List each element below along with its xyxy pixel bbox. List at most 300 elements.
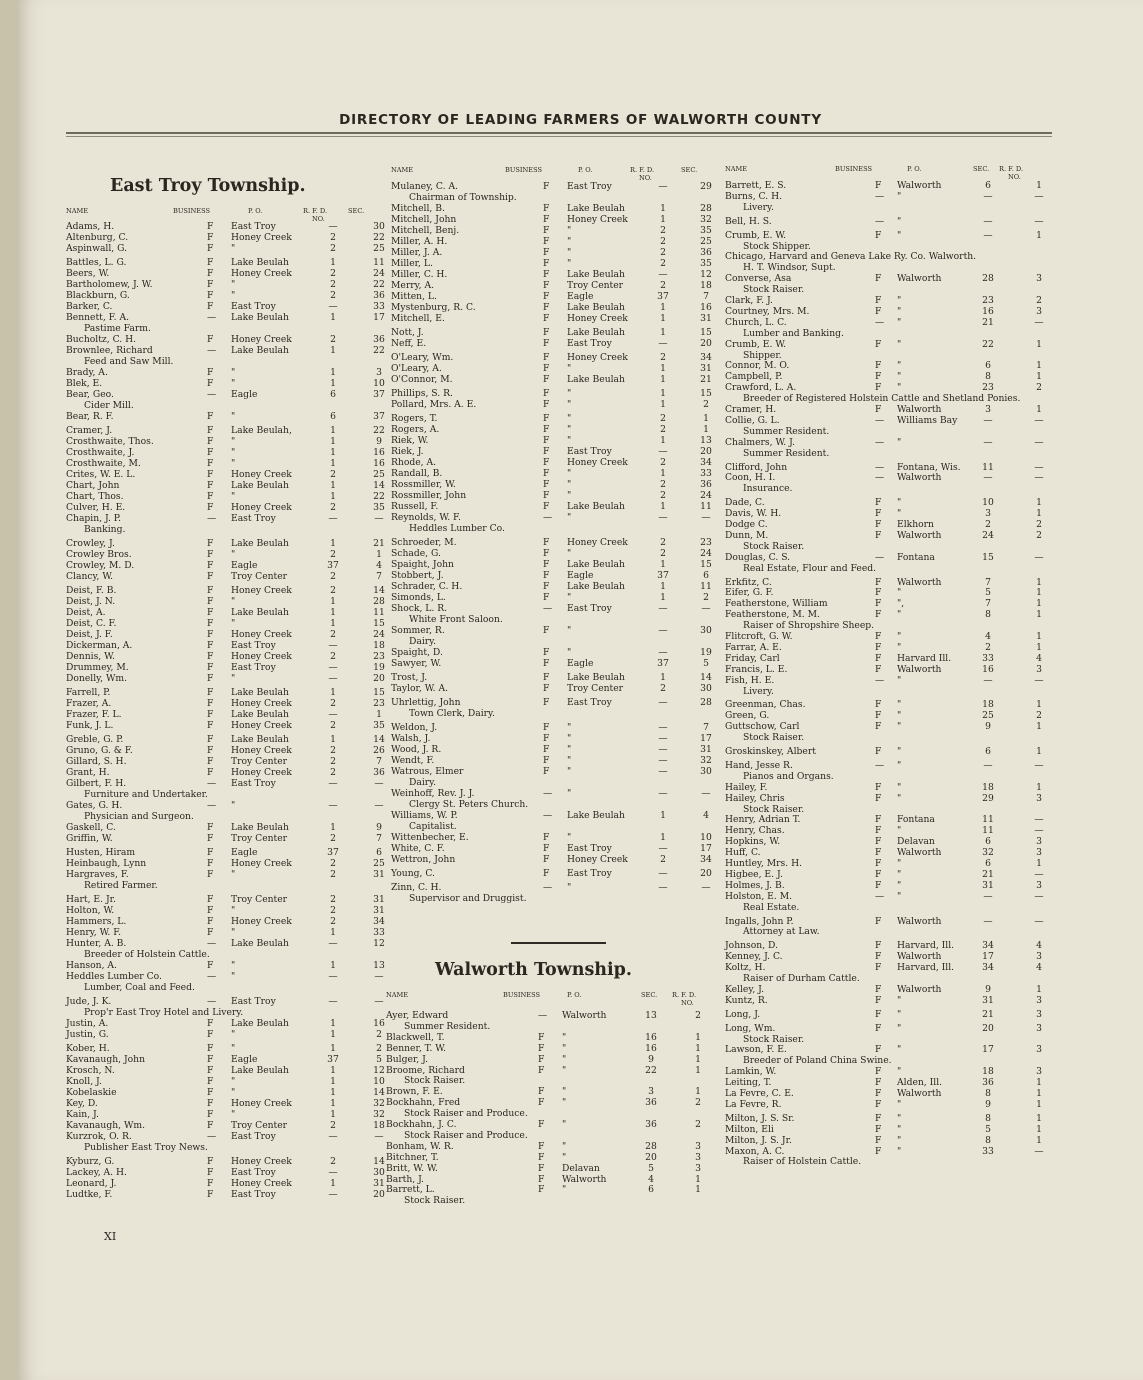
entry-rfd: 1 <box>695 1053 701 1065</box>
directory-entry <box>66 618 385 629</box>
entry-business: F <box>207 480 214 491</box>
entry-business: F <box>875 295 882 306</box>
entry-name: Kelley, J. <box>725 983 765 995</box>
entry-rfd: 2 <box>330 1156 336 1167</box>
entry-po: " <box>567 424 572 435</box>
entry-rfd: — <box>658 755 668 766</box>
entry-business: F <box>543 592 550 603</box>
entry-name: Huntley, Mrs. H. <box>725 858 803 869</box>
column-header-sec: SEC. <box>641 991 658 999</box>
entry-po: East Troy <box>567 697 612 708</box>
entry-rfd: 2 <box>1036 529 1042 541</box>
entry-business: F <box>875 710 882 722</box>
page-title: DIRECTORY OF LEADING FARMERS OF WALWORTH COUNTY <box>339 112 822 128</box>
entry-name: O'Leary, A. <box>391 363 442 374</box>
entry-business: F <box>875 1098 882 1110</box>
entry-po: Lake Beulah <box>567 203 625 214</box>
entry-name: Hart, E. Jr. <box>66 894 116 905</box>
entry-sec: 1 <box>376 709 382 720</box>
entry-name: Milton, Eli <box>725 1123 774 1135</box>
entry-sec: 6 <box>703 570 709 581</box>
entry-sec: 1 <box>376 549 382 560</box>
directory-entry <box>391 868 716 879</box>
entry-note: Cider Mill. <box>84 400 134 411</box>
directory-entry <box>66 585 385 596</box>
directory-entry <box>391 399 716 410</box>
entry-business: F <box>875 792 882 804</box>
entry-business: F <box>543 722 550 733</box>
entry-po: " <box>562 1053 567 1065</box>
entry-rfd: 1 <box>660 672 666 683</box>
column-header-sec: SEC. <box>973 165 990 173</box>
entry-po: " <box>567 625 572 636</box>
entry-sec: 18 <box>982 1066 994 1078</box>
entry-business: F <box>543 832 550 843</box>
entry-business: F <box>543 672 550 683</box>
entry-name: Husten, Hiram <box>66 847 136 858</box>
entry-sec: 10 <box>373 1076 385 1087</box>
entry-name: Crosthwaite, J. <box>66 447 135 458</box>
entry-name: Mulaney, C. A. <box>391 181 459 192</box>
directory-entry <box>66 571 382 582</box>
entry-name: Chart, Thos. <box>66 491 124 502</box>
entry-business: F <box>543 625 550 636</box>
entry-rfd: — <box>658 766 668 777</box>
entry-po: Honey Creek <box>231 232 292 243</box>
entry-po: " <box>897 338 902 350</box>
entry-business: F <box>543 501 550 512</box>
entry-po: Honey Creek <box>231 629 292 640</box>
entry-rfd: 1 <box>1036 1134 1042 1146</box>
entry-business: F <box>207 301 214 312</box>
entry-sec: 9 <box>985 983 991 995</box>
entry-rfd: — <box>328 1131 338 1142</box>
entry-name: Henry, Adrian T. <box>725 814 801 826</box>
entry-name: Courtney, Mrs. M. <box>725 305 810 317</box>
entry-rfd: 1 <box>1036 721 1042 733</box>
directory-entry <box>391 479 716 490</box>
entry-business: F <box>543 424 550 435</box>
entry-name: Frazer, F. L. <box>66 709 122 720</box>
entry-sec: 7 <box>985 598 991 610</box>
entry-name: Cramer, J. <box>66 425 113 436</box>
entry-rfd: — <box>1034 915 1044 927</box>
entry-po: " <box>897 721 902 733</box>
entry-name: Wittenbecher, E. <box>391 832 469 843</box>
directory-entry <box>725 360 1065 371</box>
entry-business: F <box>875 1044 882 1056</box>
entry-name: Hammers, L. <box>66 916 127 927</box>
entry-rfd: 1 <box>330 960 336 971</box>
directory-entry <box>391 291 716 302</box>
entry-rfd: 1 <box>1036 576 1042 588</box>
directory-entry <box>66 767 385 778</box>
entry-rfd: 1 <box>1036 180 1042 191</box>
entry-business: F <box>207 905 214 916</box>
entry-sec: 11 <box>982 461 994 473</box>
entry-po: Honey Creek <box>231 720 292 731</box>
entry-po: Troy Center <box>567 683 624 694</box>
entry-rfd: 2 <box>330 833 336 844</box>
entry-rfd: 1 <box>330 1018 336 1029</box>
entry-business: F <box>207 847 214 858</box>
entry-business: F <box>543 683 550 694</box>
directory-entry <box>66 734 385 745</box>
entry-sec: — <box>701 512 711 523</box>
entry-note: Raiser of Holstein Cattle. <box>743 1156 862 1168</box>
directory-entry <box>386 1086 716 1097</box>
entry-sec: 22 <box>373 232 385 243</box>
entry-rfd: 1 <box>330 618 336 629</box>
entry-name: Watrous, Elmer <box>391 766 464 777</box>
entry-business: F <box>543 435 550 446</box>
entry-business: — <box>875 759 885 771</box>
entry-business: F <box>538 1086 545 1098</box>
entry-po: " <box>231 869 236 880</box>
entry-sec: 24 <box>982 529 994 541</box>
entry-business: F <box>543 490 550 501</box>
entry-sec: 22 <box>373 345 385 356</box>
entry-business: F <box>875 994 882 1006</box>
column-header-rfd: R. F. D. <box>999 165 1024 173</box>
entry-business: F <box>207 268 214 279</box>
entry-business: F <box>543 338 550 349</box>
entry-name: Flitcroft, G. W. <box>725 631 793 642</box>
entry-rfd: 3 <box>1036 1022 1042 1034</box>
entry-po: " <box>231 549 236 560</box>
entry-name: Chart, John <box>66 480 120 491</box>
entry-name: Deist, J. N. <box>66 596 116 607</box>
entry-po: " <box>897 587 902 599</box>
entry-name: Bockhahn, J. C. <box>386 1119 457 1130</box>
directory-entry <box>725 609 1065 620</box>
entry-sec: 16 <box>373 447 385 458</box>
entry-rfd: — <box>658 512 668 523</box>
entry-rfd: 1 <box>660 214 666 225</box>
entry-name: Beers, W. <box>66 268 110 279</box>
entry-rfd: — <box>1034 814 1044 826</box>
entry-business: F <box>543 697 550 708</box>
entry-sec: 21 <box>700 374 712 385</box>
entry-rfd: 3 <box>1036 1044 1042 1056</box>
directory-entry <box>391 501 716 512</box>
entry-business: F <box>875 1112 882 1124</box>
entry-rfd: — <box>1034 825 1044 837</box>
entry-business: F <box>875 576 882 588</box>
entry-business: F <box>875 273 882 285</box>
entry-sec: 31 <box>373 905 385 916</box>
entry-name: Greble, G. P. <box>66 734 124 745</box>
entry-name: Knoll, J. <box>66 1076 102 1087</box>
entry-po: " <box>231 1043 236 1054</box>
entry-name: Phillips, S. R. <box>391 388 453 399</box>
entry-sec: 25 <box>373 858 385 869</box>
entry-rfd: 3 <box>1036 305 1042 317</box>
directory-entry <box>725 891 1065 902</box>
directory-entry <box>725 1135 1065 1146</box>
column-header-po: P. O. <box>567 991 582 999</box>
entry-rfd: 3 <box>695 1140 701 1152</box>
entry-name: Lamkin, W. <box>725 1066 777 1078</box>
entry-name: Gruno, G. & F. <box>66 745 133 756</box>
entry-business: F <box>538 1151 545 1163</box>
entry-po: " <box>231 1076 236 1087</box>
directory-entry <box>66 894 385 905</box>
directory-entry <box>66 629 385 640</box>
entry-po: " <box>567 468 572 479</box>
entry-rfd: 2 <box>330 502 336 513</box>
entry-name: Davis, W. H. <box>725 508 782 520</box>
directory-entry <box>725 721 1065 732</box>
entry-sec: 36 <box>373 290 385 301</box>
directory-entry <box>725 1077 1065 1088</box>
directory-entry <box>66 1178 385 1189</box>
entry-rfd: 1 <box>1036 598 1042 610</box>
directory-entry <box>725 1066 1065 1077</box>
entry-sec: 31 <box>700 313 712 324</box>
directory-entry <box>66 1029 382 1040</box>
entry-name: Rossmiller, John <box>391 490 467 501</box>
entry-po: Troy Center <box>231 1120 288 1131</box>
entry-note: Stock Shipper. <box>743 240 811 252</box>
entry-name: Sawyer, W. <box>391 658 442 669</box>
entry-business: F <box>875 951 882 963</box>
entry-rfd: 4 <box>1036 652 1042 664</box>
directory-entry <box>391 313 716 324</box>
entry-business: F <box>543 868 550 879</box>
entry-note: Stock Raiser. <box>743 732 805 744</box>
entry-sec: 1 <box>703 413 709 424</box>
directory-entry <box>66 232 385 243</box>
entry-po: Honey Creek <box>231 745 292 756</box>
entry-po: " <box>567 435 572 446</box>
entry-po: Eagle <box>567 291 594 302</box>
entry-rfd: 4 <box>1036 940 1042 952</box>
directory-entry <box>725 519 1065 530</box>
entry-sec: 33 <box>700 468 712 479</box>
entry-business: F <box>207 734 214 745</box>
entry-po: " <box>897 1134 902 1146</box>
entry-name: Johnson, D. <box>725 940 779 952</box>
entry-sec: 3 <box>985 508 991 520</box>
entry-note: Feed and Saw Mill. <box>84 356 174 367</box>
entry-rfd: 2 <box>1036 382 1042 394</box>
entry-po: Honey Creek <box>231 469 292 480</box>
entry-rfd: 1 <box>1036 1077 1042 1089</box>
entry-po: Honey Creek <box>231 1098 292 1109</box>
directory-entry <box>725 191 1065 202</box>
entry-name: Dunn, M. <box>725 529 769 541</box>
entry-rfd: — <box>328 640 338 651</box>
entry-name: Key, D. <box>66 1098 98 1109</box>
entry-po: East Troy <box>231 778 276 789</box>
entry-po: Walworth <box>562 1173 607 1185</box>
entry-business: F <box>207 607 214 618</box>
entry-business: F <box>543 327 550 338</box>
entry-po: " <box>231 927 236 938</box>
directory-entry <box>391 435 716 446</box>
entry-note: Stock Raiser. <box>743 803 805 815</box>
entry-sec: 4 <box>648 1173 654 1185</box>
entry-po: " <box>567 479 572 490</box>
directory-entry <box>66 960 385 971</box>
entry-business: F <box>875 609 882 621</box>
entry-sec: 24 <box>373 268 385 279</box>
entry-po: Honey Creek <box>231 502 292 513</box>
entry-sec: 5 <box>985 587 991 599</box>
directory-entry <box>725 1023 1065 1034</box>
entry-name: Russell, F. <box>391 501 439 512</box>
entry-po: Lake Beulah <box>231 480 289 491</box>
directory-entry <box>725 664 1065 675</box>
entry-business: F <box>875 519 882 530</box>
entry-rfd: 1 <box>1036 404 1042 415</box>
entry-name: Blackburn, G. <box>66 290 130 301</box>
entry-business: F <box>543 363 550 374</box>
entry-sec: 8 <box>985 1112 991 1124</box>
entry-sec: 23 <box>982 295 994 306</box>
entry-po: " <box>231 1029 236 1040</box>
entry-sec: 20 <box>700 868 712 879</box>
directory-entry <box>725 675 1065 686</box>
entry-business: — <box>543 512 553 523</box>
directory-entry <box>386 1152 716 1163</box>
entry-sec: — <box>374 513 384 524</box>
entry-po: " <box>231 971 236 982</box>
column-header-name: NAME <box>386 991 409 999</box>
entry-po: " <box>897 868 902 880</box>
entry-note: Raiser of Durham Cattle. <box>743 973 860 984</box>
entry-rfd: 2 <box>660 537 666 548</box>
entry-business: F <box>207 833 214 844</box>
entry-po: Lake Beulah <box>231 257 289 268</box>
entry-name: Wood, J. R. <box>391 744 442 755</box>
entry-sec: 13 <box>373 960 385 971</box>
entry-sec: 28 <box>700 697 712 708</box>
entry-rfd: 1 <box>330 1076 336 1087</box>
entry-po: Lake Beulah <box>567 581 625 592</box>
entry-name: Simonds, L. <box>391 592 446 603</box>
entry-business: F <box>543 291 550 302</box>
entry-business: F <box>875 1145 882 1157</box>
entry-po: Fontana, Wis. <box>897 461 961 473</box>
entry-business: F <box>875 371 882 383</box>
entry-rfd: — <box>658 446 668 457</box>
entry-rfd: 1 <box>1036 1112 1042 1124</box>
entry-po: " <box>231 290 236 301</box>
entry-rfd: 1 <box>695 1042 701 1054</box>
entry-note: Pianos and Organs. <box>743 770 834 782</box>
entry-po: Troy Center <box>567 280 624 291</box>
directory-entry <box>391 683 716 694</box>
entry-po: " <box>562 1097 567 1109</box>
entry-po: Honey Creek <box>231 698 292 709</box>
entry-name: Wendt, F. <box>391 755 435 766</box>
entry-name: Miller, J. A. <box>391 247 443 258</box>
entry-name: Gates, G. H. <box>66 800 123 811</box>
entry-business: F <box>538 1064 545 1076</box>
entry-rfd: 1 <box>330 734 336 745</box>
entry-name: Campbell, P. <box>725 371 783 383</box>
entry-business: F <box>538 1031 545 1043</box>
entry-sec: 20 <box>373 673 385 684</box>
entry-sec: 19 <box>700 647 712 658</box>
directory-entry <box>725 653 1065 664</box>
entry-rfd: 37 <box>657 291 669 302</box>
entry-rfd: 1 <box>330 378 336 389</box>
entry-name: Ingalls, John P. <box>725 915 794 927</box>
entry-name: Collie, G. L. <box>725 414 780 426</box>
entry-rfd: 37 <box>327 847 339 858</box>
directory-entry <box>725 825 1065 836</box>
entry-sec: 36 <box>373 767 385 778</box>
entry-name: Stobbert, J. <box>391 570 444 581</box>
entry-business: F <box>207 447 214 458</box>
entry-name: Kober, H. <box>66 1043 110 1054</box>
directory-entry <box>391 374 716 385</box>
entry-business: — <box>875 472 885 484</box>
entry-name: Huff, C. <box>725 847 761 859</box>
directory-entry <box>66 800 384 811</box>
entry-business: F <box>207 745 214 756</box>
entry-name: Crites, W. E. L. <box>66 469 136 480</box>
entry-rfd: — <box>328 996 338 1007</box>
entry-po: " <box>567 225 572 236</box>
directory-entry <box>386 1097 716 1108</box>
entry-name: Britt, W. W. <box>386 1162 438 1174</box>
entry-business: F <box>875 1022 882 1034</box>
entry-sec: 23 <box>373 698 385 709</box>
directory-entry <box>386 1032 716 1043</box>
entry-name: Burns, C. H. <box>725 190 783 202</box>
entry-po: " <box>231 491 236 502</box>
entry-note: Breeder of Holstein Cattle. <box>84 949 210 960</box>
entry-sec: 33 <box>982 652 994 664</box>
directory-entry <box>725 1044 1065 1055</box>
entry-rfd: 3 <box>1036 1066 1042 1078</box>
entry-name: Neff, E. <box>391 338 427 349</box>
entry-name: Crosthwaite, M. <box>66 458 141 469</box>
entry-name: Broome, Richard <box>386 1064 465 1076</box>
entry-name: Rossmiller, W. <box>391 479 456 490</box>
entry-business: F <box>875 940 882 952</box>
entry-note: Breeder of Poland China Swine. <box>743 1055 892 1067</box>
entry-po: " <box>897 609 902 621</box>
entry-sec: 16 <box>373 1018 385 1029</box>
directory-entry <box>725 273 1065 284</box>
entry-name: Krosch, N. <box>66 1065 115 1076</box>
entry-business: F <box>875 699 882 711</box>
directory-entry <box>391 327 716 338</box>
entry-sec: 34 <box>700 352 712 363</box>
entry-sec: 28 <box>373 596 385 607</box>
entry-business: — <box>875 890 885 902</box>
entry-business: F <box>207 916 214 927</box>
entry-rfd: 2 <box>330 756 336 767</box>
entry-business: F <box>875 879 882 891</box>
entry-sec: 7 <box>703 291 709 302</box>
entry-po: Harvard, Ill. <box>897 962 955 974</box>
directory-entry <box>66 938 385 949</box>
directory-entry <box>391 672 716 683</box>
entry-po: Lake Beulah <box>231 1065 289 1076</box>
entry-note: Stock Raiser. <box>743 284 805 296</box>
entry-sec: 6 <box>985 360 991 372</box>
directory-entry <box>391 548 716 559</box>
entry-po: Walworth <box>897 847 942 859</box>
entry-rfd: 2 <box>695 1097 701 1109</box>
entry-note: Raiser of Shropshire Sheep. <box>743 620 875 632</box>
